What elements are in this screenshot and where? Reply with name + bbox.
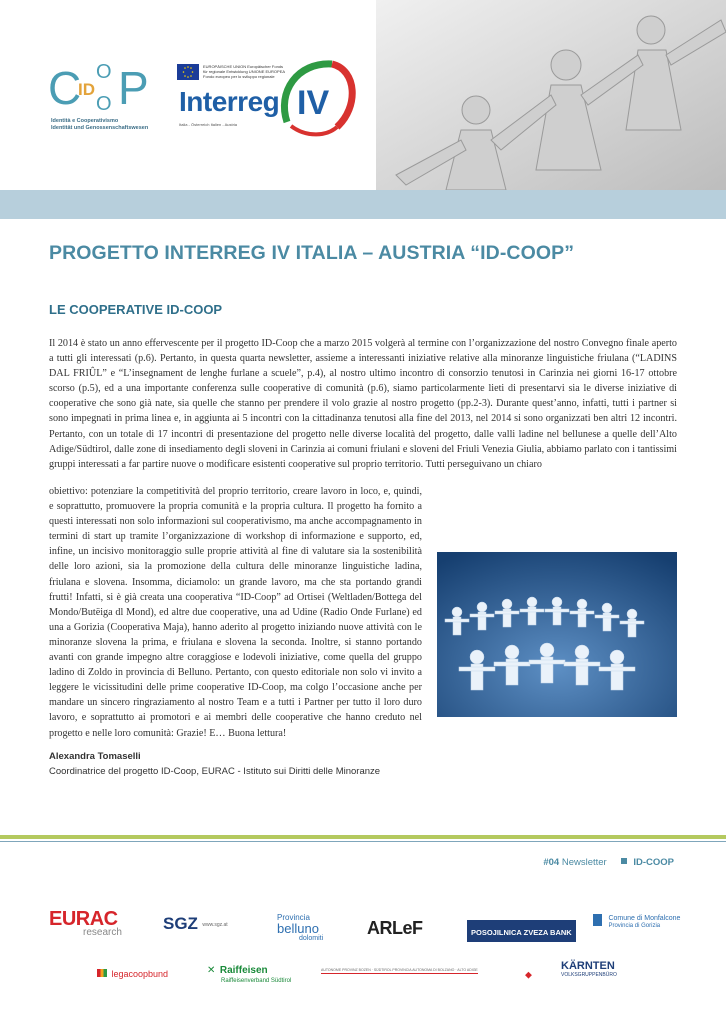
comune-monfalcone-logo: Comune di Monfalcone Provincia di Gorizia [593, 914, 680, 932]
partner-logos [49, 898, 681, 998]
svg-text:O: O [96, 93, 112, 115]
interreg-logo [177, 52, 359, 142]
logo-letter-c: C [48, 62, 82, 114]
header [0, 0, 726, 190]
karnten-volksgruppenbuero-logo: KÄRNTEN VOLKSGRUPPENBÜRO [561, 960, 617, 978]
issue-number: #04 [543, 857, 560, 868]
karnten-crest-icon: ◆ [525, 969, 532, 980]
footer-divider-green [0, 835, 726, 839]
interreg-iv-emblem [277, 52, 359, 142]
square-bullet-icon [621, 858, 627, 864]
eu-fund-text: EUROPÄISCHE UNION Europäischer Fonds für regionale Entwicklung UNIONE EUROPEA Fondo europeo per lo sviluppo regionale [203, 64, 285, 79]
monfalcone-crest-icon [593, 914, 602, 926]
arlef-logo: ARLeF [367, 918, 423, 938]
eurac-logo: EURAC research [49, 908, 122, 938]
interreg-countries: Italia - Österreich Italien - Austria [179, 122, 238, 127]
svg-text:IV: IV [297, 84, 330, 122]
eu-flag-icon [177, 64, 199, 80]
brand-name: ID-COOP [633, 857, 674, 868]
header-photo-paper-chain [376, 0, 726, 190]
author-name: Alexandra Tomaselli [49, 751, 141, 762]
interreg-wordmark: Interreg [179, 86, 280, 117]
section-heading: LE COOPERATIVE ID-COOP [49, 302, 223, 317]
provincia-bolzano-logo: AUTONOME PROVINZ BOZEN · SÜDTIROL PROVINCIA AUTONOMA DI BOLZANO · ALTO ADIGE [321, 968, 478, 972]
svg-text:O: O [96, 61, 112, 83]
legacoop-stripe-icon [97, 969, 107, 977]
raiffeisen-gable-icon: ✕ [207, 965, 216, 976]
raiffeisen-logo: ✕ Raiffeisen Raiffeisenverband Südtirol [207, 965, 292, 984]
provincia-belluno-logo: Provincia belluno dolomiti [277, 913, 324, 942]
article-paragraph-column: obiettivo: potenziare la competitività del proprio territorio, creare lavoro in loco, e, quindi, e soprattutto, promuovere la propria comunità e la propria cultura. Il progetto ha fornito a questi interessati non solo informazioni sul cooperativismo, ma anche accompagnamento in termini di start up tramite l’organizzazione di workshop di informazione e supporto, ed, infine, un incisivo monitoraggio sulle proprie attività al fine di valutare sia la sostenibilità delle loro azioni, sia la promozione della cultura delle minoranze linguistiche ladina, friulana e slovena. Insomma, diciamolo: un grande lavoro, ma che sta portando grandi frutti! Infatti, si è già creata una cooperativa “ID-Coop” ad Ortisei (Weltladen/Bottega del Mondo/Butëiga dl Mond), ed altre due cooperative, una ad Udine (Radio Onde Furlane) ed una a Gorizia (Cooperativa Maja), hanno aderito al progetto iniziando nuove attività con le minoranze slovena la prima, e friulana e slovena la seconda. Inoltre, si stanno portando avanti con grande impegno altre coraggiose e lodevoli iniziative, come quella del gruppo ladino di Zoldo in provincia di Belluno. Pertanto, con questo editoriale non solo vi invito a leggere le vicissitudini delle prime cooperative ID-Coop, ma colgo l’occasione anche per mandare un sincero ringraziamento al nostro Team e a tutti i Partner per tutto il loro duro lavoro, e soprattutto ai promotori e ai membri delle cooperative che hanno creduto nel progetto e nelle loro comunità: Grazie! E… Buona lettura! [49, 486, 422, 739]
article-paragraph-full-width: Il 2014 è stato un anno effervescente per il progetto ID-Coop che a marzo 2015 volgerà al termine con l’organizzazione del nostro Convegno finale aperto a tutti gli interessati (p.6). Pertanto, in questa quarta newsletter, assieme a interessanti iniziative relative alla minoranze linguistiche friulana (“LADINS DAL FRIÛL” e “L’insegnament de lenghe furlane a scuele”, p.4), al nostro ultimo incontro di consorzio tenutosi in Carinzia nei giorni 16-17 ottobre scorso (p.5), ed a una importante conferenza sulle cooperative di comunità (p.6), siamo particolarmente lieti di presentarvi sia le diverse iniziative di cooperative che sono già nate, sia quelle che stanno per prendere il volo grazie al nostro progetto (pp.2-3). Durante quest’anno, infatti, tutti i partner si sono impegnati in prima linea e, in aggiunta ai 5 incontri con la cittadinanza tenutosi alla fine del 2013, nel 2014 si sono organizzati ben altri 12 incontri. Pertanto, con un totale di 17 incontri di presentazione del progetto nelle diverse località del progetto, dalle valli ladine nel bellunese a quelle dell’Alto Adige/Südtirol, dalle zone di insediamento degli sloveni in Carinzia ai comuni friulani e sloveni del Friuli Venezia Giulia, abbiamo parlato con i tantissimi gruppi interessati a far partire nuove o modificare esistenti cooperative sul proprio territorio. Tutti perseguivano un chiaro [49, 338, 677, 470]
posojilnica-zveza-bank-logo: POSOJILNICA ZVEZA BANK [467, 920, 576, 942]
newsletter-issue-label [543, 857, 674, 868]
id-coop-logo [48, 58, 158, 118]
author-role: Coordinatrice del progetto ID-Coop, EURAC - Istituto sui Diritti delle Minoranze [49, 766, 381, 777]
header-band [0, 190, 726, 219]
karnten-logo [525, 966, 532, 984]
id-coop-logo-subtitle: Identità e Cooperativismo Identität und Genossenschaftswesen [51, 118, 149, 131]
sgz-logo: SGZ www.sgz.at [163, 914, 228, 933]
page-title: PROGETTO INTERREG IV ITALIA – AUSTRIA “ID-COOP” [49, 242, 575, 264]
svg-text:ID: ID [78, 80, 95, 99]
footer-divider-blue [0, 841, 726, 842]
paper-people-chain-image [437, 552, 677, 717]
legacoopbund-logo: legacoopbund [97, 964, 168, 982]
svg-text:P: P [118, 62, 149, 114]
newsletter-word: Newsletter [561, 857, 607, 868]
